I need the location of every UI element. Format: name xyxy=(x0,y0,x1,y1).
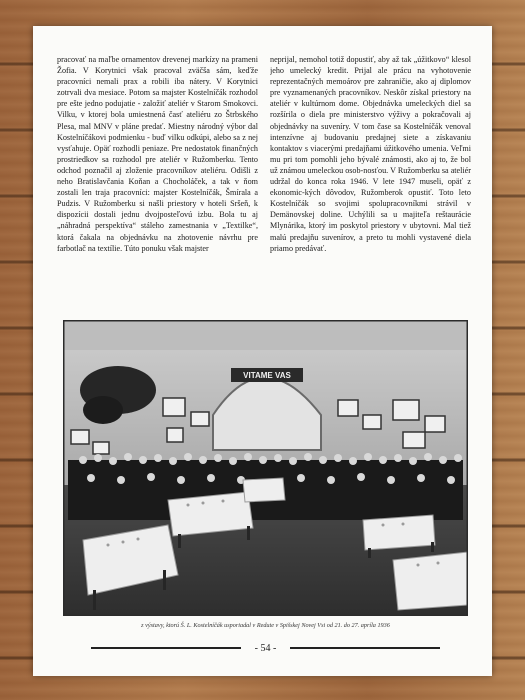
text-column-right xyxy=(270,54,471,338)
left-column-text: pracovať na maľbe ornamentov drevenej markízy na prameni Žofia. V Korytnici však pracoval zväčša sám, keďže pracovníci nemali prax a robili iba nátery. V Korytnici zotrvali dva mesiace. Potom sa majster Kostelníčák rozhodol pre ešte jedno podujatie - založiť ateliér v Starom Smokovci. Vilku, v ktorej bola umiestnená časť ateliéru zo Štrbského Plesa, mal MNV v pláne predať. Miestny národný výbor dal Kostelníčákovi podmienku - buď vilku odkúpi, alebo sa z nej vysťahuje. Opäť rozhodli peniaze. Pre nedostatok finančných prostriedkov sa rozhodol pre ateliér v Ružomberku. Tento odchod poznačil aj zloženie pracovníkov ateliéru. Odišli z neho Bratislavčania Koňan a Chocholáček, a tak v ňom zostali len traja pracovníci: majster Kostelníčák, Šmírala a Pudzis. V Ružomberku si našli priestory v hoteli Sršeň, k dispozícii dostali jednu dvojposteľovú izbu. Bola tu aj „náhradná perspektíva“ stáleho zamestnania v „Textilke“, ktorá čakala na objednávku na zhotovenie návrhu pre farbotlač na textílie. Túto ponuku však majster xyxy=(57,55,258,253)
book-page xyxy=(33,26,492,676)
text-column-left xyxy=(57,54,258,338)
banner-text: VITAME VAS xyxy=(243,371,291,380)
exhibition-photo-image xyxy=(63,320,468,616)
footer-rule-left xyxy=(91,647,241,649)
footer-rule-right xyxy=(290,647,440,649)
text-columns xyxy=(57,54,471,338)
right-column-text: neprijal, nemohol totiž dopustiť, aby až tak „úžitkovo“ klesol jeho umelecký kredit. Prijal ale prácu na vyhotovenie reprezentačných memoárov pre zahraničie, ako aj diplomov pre vyznamenaných pracovníkov. Neskôr získal priestory na ateliér v kultúrnom dome. Objednávka umeleckých diel sa rozšírila o diela pre ministerstvo výživy a pokračovali aj objednávky na suveníry. V tom čase sa Kostelníčák venoval intenzívne aj budovaniu predajnej siete a získavaniu kontaktov s viacerými predajňami úžitkového umenia. Veľmi mu pri tom pomohli jeho bývalé známosti, ako aj to, že bol už známou umeleckou osob-nosťou. V Ružomberku sa ateliér udržal do konca roka 1946. V lete 1947 museli, opäť z ekonomic-kých dôvodov, Ružomberok opustiť. Toto leto Kostelníčák so svojimi spolupracovníkmi strávil v Demänovskej doline. Uchýlili sa u majiteľa reštaurácie Mlynárika, ktorý im poskytol priestory v ubytovni. Mal tiež malú predajňu suvenírov, a preto tu mohli vystavené diela priamo predávať. xyxy=(270,55,471,253)
exhibition-photo xyxy=(63,320,468,616)
page-number: - 54 - xyxy=(250,643,282,654)
page-number-footer xyxy=(63,640,468,656)
photo-caption: z výstavy, ktorú Š. L. Kostelníčák usporiadal v Redute v Spišskej Novej Vsi od 21. do 27. apríla 1936 xyxy=(141,622,390,629)
